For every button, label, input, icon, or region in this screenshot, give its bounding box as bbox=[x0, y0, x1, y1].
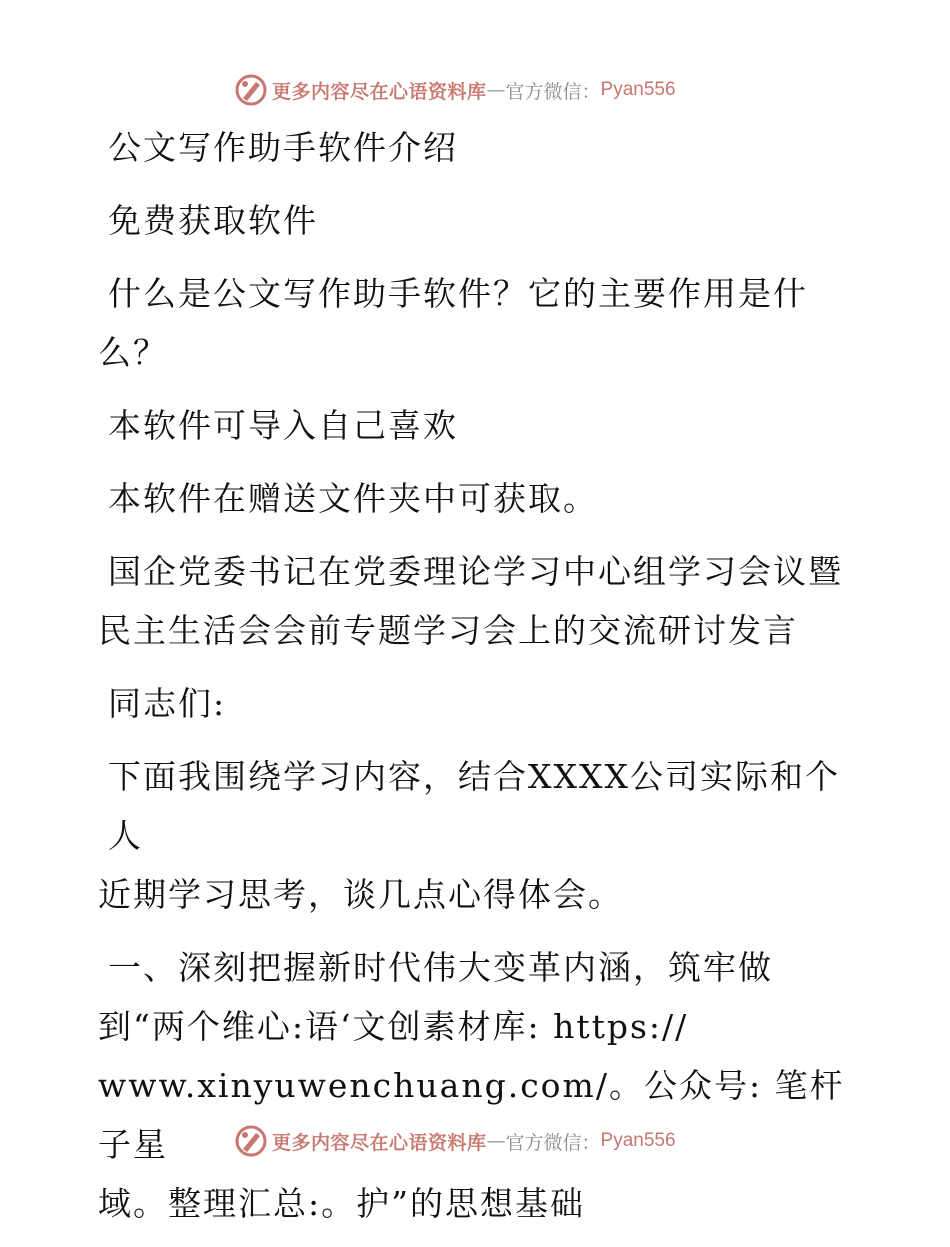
paragraph bbox=[98, 264, 858, 382]
watermark-brand: 更多内容尽在心语资料库 bbox=[272, 80, 487, 103]
watermark-wechat-id: Pyan556 bbox=[600, 1130, 676, 1151]
document-body bbox=[98, 118, 858, 1247]
paragraph bbox=[98, 469, 858, 528]
text-line: 域。整理汇总:。护”的思想基础 bbox=[98, 1184, 585, 1223]
paragraph bbox=[98, 191, 858, 250]
text-line: 什么是公文写作助手软件？它的主要作用是什 bbox=[108, 274, 808, 313]
text-line: 一、深刻把握新时代伟大变革内涵，筑牢做 bbox=[108, 948, 773, 987]
text-line: 到“两个维心:语‘文创素材库: https:// bbox=[98, 1007, 689, 1046]
paragraph bbox=[98, 747, 858, 924]
text-line: 本软件在赠送文件夹中可获取。 bbox=[108, 479, 598, 518]
watermark-wechat-label: 官方微信： bbox=[505, 1131, 601, 1154]
text-line: 下面我围绕学习内容，结合XXXX公司实际和个人 bbox=[108, 757, 840, 855]
text-line: 同志们: bbox=[108, 684, 227, 723]
text-line: 民主生活会会前专题学习会上的交流研讨发言 bbox=[98, 611, 798, 650]
text-line: 国企党委书记在党委理论学习中心组学习会议暨 bbox=[108, 552, 843, 591]
watermark-dash: — bbox=[486, 79, 506, 101]
footer-watermark bbox=[234, 1123, 676, 1159]
paragraph bbox=[98, 118, 858, 177]
paragraph bbox=[98, 396, 858, 455]
text-line: 么？ bbox=[98, 333, 168, 372]
text-line: 公文写作助手软件介绍 bbox=[108, 128, 458, 167]
text-line: 免费获取软件 bbox=[108, 201, 318, 240]
text-line: www.xinyuwenchuang.com/。公众号: 笔杆子星 bbox=[98, 1066, 845, 1164]
text-line: 本软件可导入自己喜欢 bbox=[108, 406, 458, 445]
watermark-dash: — bbox=[486, 1130, 506, 1152]
watermark-wechat-label: 官方微信： bbox=[505, 80, 601, 103]
paragraph bbox=[98, 938, 858, 1233]
header-watermark bbox=[234, 72, 676, 108]
pen-seal-icon bbox=[234, 73, 268, 107]
paragraph bbox=[98, 542, 858, 660]
watermark-wechat-id: Pyan556 bbox=[600, 79, 676, 100]
paragraph bbox=[98, 674, 858, 733]
pen-seal-icon bbox=[234, 1124, 268, 1158]
text-line: 近期学习思考，谈几点心得体会。 bbox=[98, 875, 623, 914]
watermark-brand: 更多内容尽在心语资料库 bbox=[272, 1131, 487, 1154]
